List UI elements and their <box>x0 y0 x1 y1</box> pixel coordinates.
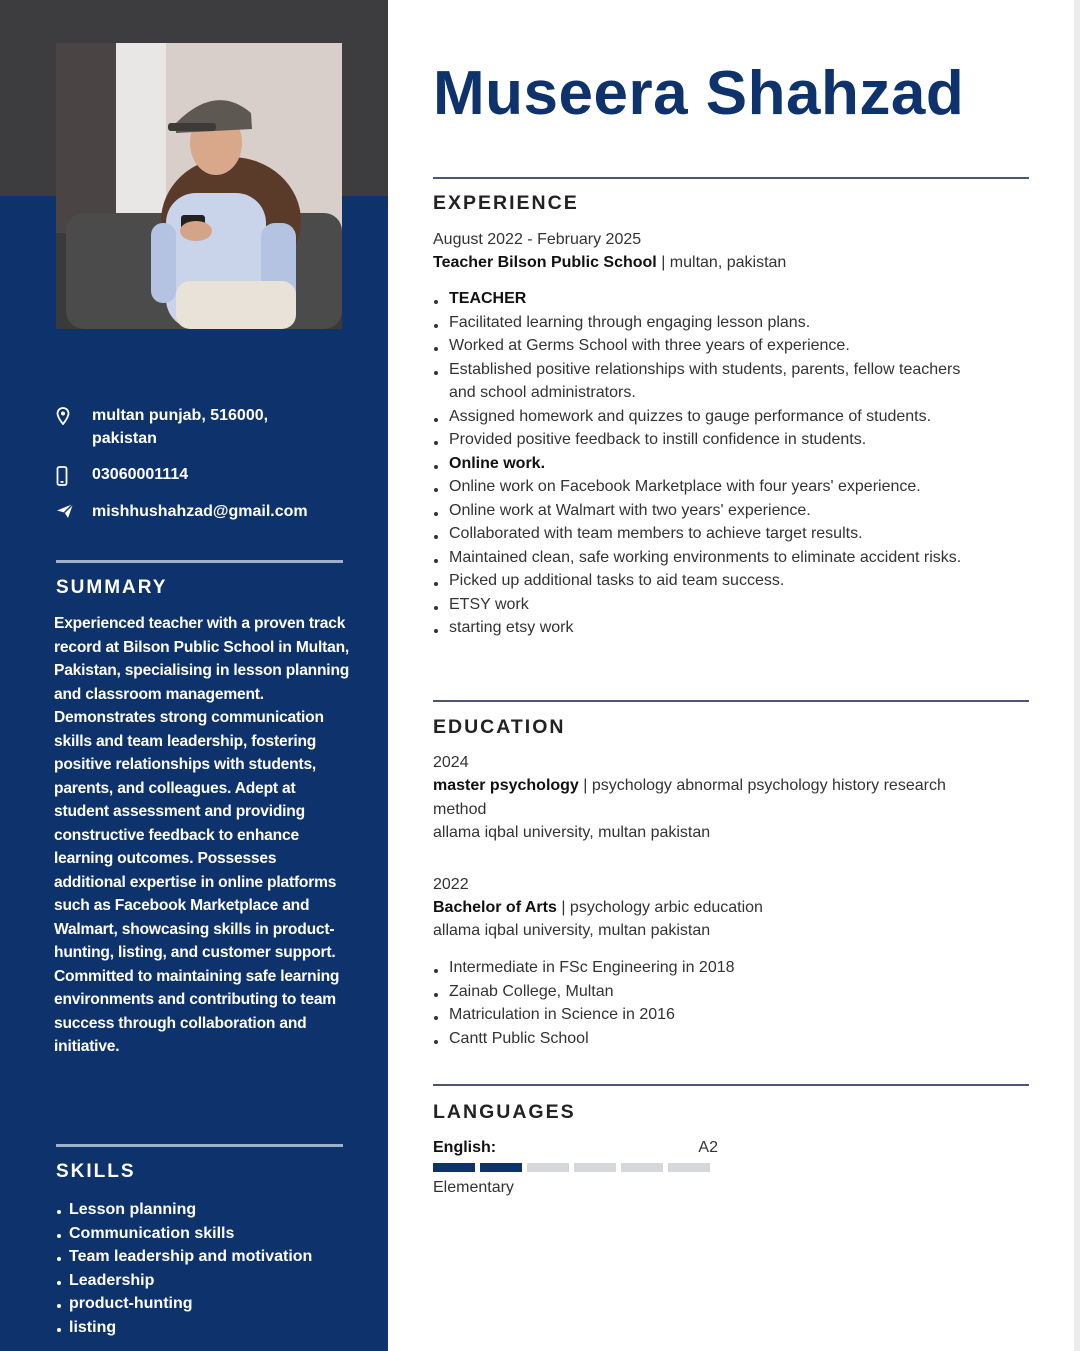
phone-icon <box>56 463 92 486</box>
experience-item: Established positive relationships with students, parents, fellow teachers and school administrators. <box>433 358 1023 405</box>
skill-item: Team leadership and motivation <box>56 1245 312 1269</box>
profile-photo <box>56 43 342 329</box>
education-degree-line <box>433 774 993 821</box>
section-divider <box>433 1084 1029 1086</box>
sidebar-divider <box>56 560 343 563</box>
skill-item: product-hunting <box>56 1292 312 1316</box>
skills-heading: SKILLS <box>56 1161 136 1182</box>
education-year: 2024 <box>433 754 469 771</box>
skill-item: Lesson planning <box>56 1198 312 1222</box>
language-level-segment <box>433 1163 475 1172</box>
experience-dates: August 2022 - February 2025 <box>433 231 642 248</box>
skill-item: Communication skills <box>56 1222 312 1246</box>
language-level-code: A2 <box>698 1139 718 1156</box>
education-degree: master psychology <box>433 777 579 794</box>
education-school: allama iqbal university, multan pakistan <box>433 824 711 841</box>
language-level-segment <box>574 1163 616 1172</box>
education-item: Zainab College, Multan <box>433 980 1023 1004</box>
language-level-segment <box>480 1163 522 1172</box>
education-details: | psychology arbic education <box>561 899 763 916</box>
section-divider <box>433 700 1029 702</box>
language-level-name: Elementary <box>433 1179 514 1196</box>
education-item: Cantt Public School <box>433 1027 1023 1051</box>
education-heading: EDUCATION <box>433 716 566 738</box>
summary-heading: SUMMARY <box>56 577 168 598</box>
education-degree-line <box>433 896 1023 920</box>
experience-location: | multan, pakistan <box>661 254 787 271</box>
education-item: Intermediate in FSc Engineering in 2018 <box>433 956 1023 980</box>
experience-item: Online work at Walmart with two years' experience. <box>433 499 1023 523</box>
education-year: 2022 <box>433 876 469 893</box>
skill-item: Leadership <box>56 1269 312 1293</box>
experience-heading: EXPERIENCE <box>433 192 579 214</box>
experience-item: TEACHER <box>433 287 1023 311</box>
experience-item: Online work. <box>433 452 1023 476</box>
experience-item: Facilitated learning through engaging lesson plans. <box>433 311 1023 335</box>
experience-item: Collaborated with team members to achieve target results. <box>433 522 1023 546</box>
education-school: allama iqbal university, multan pakistan <box>433 922 711 939</box>
contact-address <box>56 404 356 450</box>
skill-item: listing <box>56 1316 312 1340</box>
address-line-2: pakistan <box>92 430 157 447</box>
sidebar-divider <box>56 1144 343 1147</box>
contact-email <box>56 500 356 523</box>
experience-item: Provided positive feedback to instill confidence in students. <box>433 428 1023 452</box>
email-address[interactable]: mishhushahzad@gmail.com <box>92 503 308 520</box>
experience-item: Online work on Facebook Marketplace with four years' experience. <box>433 475 1023 499</box>
language-row <box>433 1136 718 1160</box>
phone-number[interactable]: 03060001114 <box>92 466 189 483</box>
experience-employer-line <box>433 251 1023 275</box>
language-level-segment <box>621 1163 663 1172</box>
address-line-1: multan punjab, 516000, <box>92 407 269 424</box>
location-pin-icon <box>56 404 92 425</box>
experience-item: Assigned homework and quizzes to gauge performance of students. <box>433 405 1023 429</box>
education-degree: Bachelor of Arts <box>433 899 557 916</box>
languages-heading: LANGUAGES <box>433 1101 576 1123</box>
language-level-bar <box>433 1163 710 1172</box>
experience-item: Picked up additional tasks to aid team success. <box>433 569 1023 593</box>
contact-phone <box>56 463 356 486</box>
education-item: Matriculation in Science in 2016 <box>433 1003 1023 1027</box>
language-level-segment <box>668 1163 710 1172</box>
language-level-segment <box>527 1163 569 1172</box>
send-icon <box>56 500 92 519</box>
experience-item: Worked at Germs School with three years of experience. <box>433 334 1023 358</box>
candidate-name: Museera Shahzad <box>433 59 965 128</box>
education-details: | psychology abnormal psychology history research method <box>433 777 946 818</box>
experience-bullets <box>433 287 1023 640</box>
sidebar <box>0 0 388 1351</box>
experience-item: ETSY work <box>433 593 1023 617</box>
page-edge <box>1074 0 1080 1351</box>
experience-item: Maintained clean, safe working environments to eliminate accident risks. <box>433 546 1023 570</box>
summary-text: Experienced teacher with a proven track record at Bilson Public School in Multan, Pakistan, specialising in lesson planning and classroom management. Demonstrates strong communication skills and team leadership, fostering positive relationships with students, parents, and colleagues. Adept at student assessment and providing constructive feedback to enhance learning outcomes. Possesses additional expertise in online platforms such as Facebook Marketplace and Walmart, showcasing skills in product-hunting, listing, and customer support. Committed to maintaining safe learning environments and contributing to team success through collaboration and initiative. <box>54 615 350 1055</box>
skills-list <box>56 1198 312 1339</box>
experience-employer: Teacher Bilson Public School <box>433 254 657 271</box>
education-bullets <box>433 956 1023 1050</box>
section-divider <box>433 177 1029 179</box>
experience-item: starting etsy work <box>433 616 1023 640</box>
language-name: English: <box>433 1139 497 1156</box>
